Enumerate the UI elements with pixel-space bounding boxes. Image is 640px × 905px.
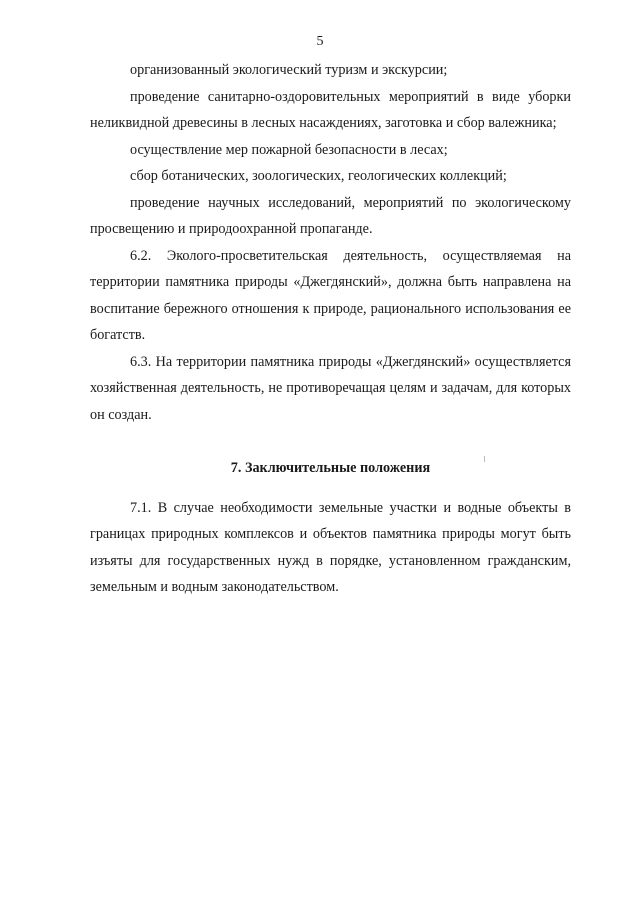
- clause-6-2: 6.2. Эколого-просветительская деятельность, осуществляемая на территории памятника природы «Джегдянский», должна быть направлена на воспитание бережного отношения к природе, рационального использования ее богатств.: [90, 247, 571, 343]
- page-number: 5: [316, 34, 324, 49]
- list-item-collections: сбор ботанических, зоологических, геологических коллекций;: [130, 168, 507, 184]
- document-body: [90, 57, 571, 601]
- scan-mark: [484, 456, 485, 462]
- list-item-sanitary-measures: проведение санитарно-оздоровительных мероприятий в виде уборки неликвидной древесины в лесных насаждениях, заготовка и сбор валежника;: [90, 88, 571, 131]
- clause-6-3: 6.3. На территории памятника природы «Джегдянский» осуществляется хозяйственная деятельность, не противоречащая целям и задачам, для которых он создан.: [90, 353, 571, 423]
- list-item-fire-safety: осуществление мер пожарной безопасности в лесах;: [130, 141, 448, 158]
- list-item-eco-tourism: организованный экологический туризм и экскурсии;: [130, 62, 448, 78]
- section-7-heading: 7. Заключительные положения: [230, 460, 431, 476]
- clause-7-1: 7.1. В случае необходимости земельные участки и водные объекты в границах природных комплексов и объектов памятника природы могут быть изъяты для государственных нужд в порядке, установленном гражданским, земельным и водным законодательством.: [90, 499, 571, 595]
- list-item-research: проведение научных исследований, мероприятий по экологическому просвещению и природоохранной пропаганде.: [90, 194, 571, 237]
